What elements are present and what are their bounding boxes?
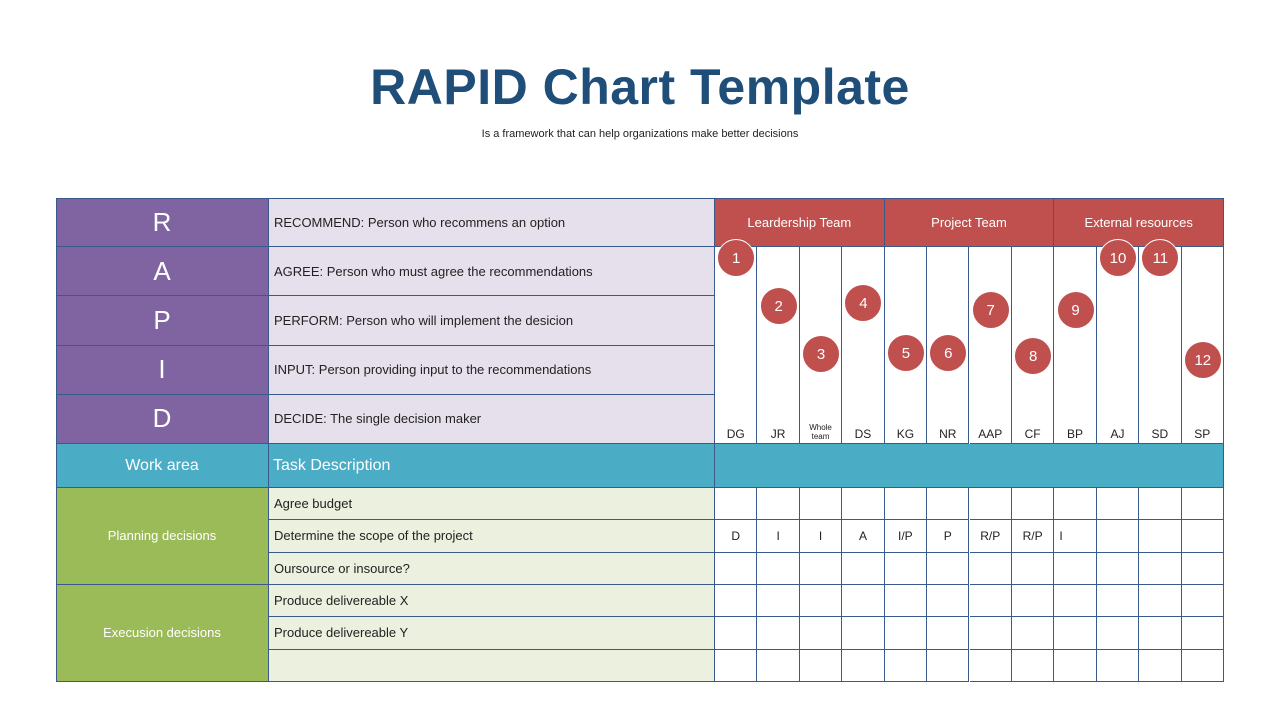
assignment-cell[interactable] — [842, 553, 884, 585]
assignment-cell[interactable]: R/P — [1012, 520, 1054, 552]
assignment-cell[interactable] — [800, 553, 842, 585]
assignment-cell[interactable] — [842, 488, 884, 520]
task-row-label: Oursource or insource? — [269, 553, 715, 585]
assignment-cell[interactable]: D — [715, 520, 757, 552]
person-number-badge: 11 — [1141, 239, 1179, 277]
assignment-cell[interactable] — [1097, 585, 1139, 617]
task-row-label: Produce delivereable Y — [269, 617, 715, 649]
assignment-cell[interactable] — [800, 650, 842, 682]
role-definition: INPUT: Person providing input to the recommendations — [269, 346, 715, 395]
task-description-header: Task Description — [269, 444, 715, 488]
assignment-cell[interactable] — [1012, 488, 1054, 520]
assignment-cell[interactable]: R/P — [970, 520, 1012, 552]
person-label: AJ — [1110, 426, 1125, 441]
assignment-cell[interactable]: I — [1054, 520, 1096, 552]
person-number-badge: 10 — [1099, 239, 1137, 277]
assignment-cell[interactable] — [927, 585, 969, 617]
assignment-cell[interactable] — [715, 488, 757, 520]
assignment-cell[interactable] — [1097, 650, 1139, 682]
person-number-badge: 3 — [802, 335, 840, 373]
role-definition: RECOMMEND: Person who recommens an option — [269, 198, 715, 247]
assignment-cell[interactable] — [800, 585, 842, 617]
assignment-cell[interactable]: I/P — [885, 520, 927, 552]
person-label: DS — [854, 426, 872, 441]
assignment-cell[interactable] — [757, 617, 799, 649]
work-area-group: Planning decisions — [56, 488, 269, 585]
page-title: RAPID Chart Template — [370, 59, 910, 115]
assignment-cell[interactable] — [715, 553, 757, 585]
person-number-badge: 1 — [717, 239, 755, 277]
rapid-letter-d: D — [56, 395, 269, 444]
task-row-label: Produce delivereable X — [269, 585, 715, 617]
assignment-cell[interactable] — [1182, 520, 1224, 552]
page-subtitle: Is a framework that can help organizations make better decisions — [481, 128, 799, 140]
person-label: KG — [896, 426, 915, 441]
assignment-cell[interactable] — [970, 553, 1012, 585]
assignment-cell[interactable] — [1182, 617, 1224, 649]
work-area-header: Work area — [56, 444, 269, 488]
assignment-cell[interactable] — [757, 553, 799, 585]
person-column — [970, 247, 1012, 444]
person-label: SP — [1194, 426, 1211, 441]
rapid-table — [56, 198, 1224, 682]
work-area-group: Execusion decisions — [56, 585, 269, 682]
person-label: SD — [1151, 426, 1169, 441]
person-column — [842, 247, 884, 444]
assignment-cell[interactable] — [885, 617, 927, 649]
assignment-cell[interactable] — [800, 488, 842, 520]
assignment-cell[interactable] — [1097, 520, 1139, 552]
header-bar — [715, 444, 1224, 488]
task-row-label: Agree budget — [269, 488, 715, 520]
role-definition: PERFORM: Person who will implement the desicion — [269, 296, 715, 345]
person-number-badge: 5 — [887, 334, 925, 372]
task-row-label — [269, 650, 715, 682]
person-number-badge: 2 — [760, 287, 798, 325]
person-label: AAP — [978, 426, 1003, 441]
person-number-badge: 7 — [972, 291, 1010, 329]
assignment-cell[interactable] — [842, 585, 884, 617]
team-header: Project Team — [885, 198, 1055, 247]
person-label: DG — [726, 426, 745, 441]
person-label: NR — [939, 426, 957, 441]
assignment-cell[interactable]: I — [800, 520, 842, 552]
assignment-cell[interactable]: A — [842, 520, 884, 552]
team-header: Leardership Team — [715, 198, 885, 247]
assignment-cell[interactable] — [885, 585, 927, 617]
assignment-cell[interactable] — [1139, 585, 1181, 617]
assignment-cell[interactable] — [1012, 553, 1054, 585]
assignment-cell[interactable] — [1139, 520, 1181, 552]
assignment-cell[interactable] — [970, 488, 1012, 520]
assignment-cell[interactable] — [1054, 488, 1096, 520]
assignment-cell[interactable] — [1139, 617, 1181, 649]
person-number-badge: 4 — [844, 284, 882, 322]
assignment-cell[interactable] — [715, 585, 757, 617]
assignment-cell[interactable]: P — [927, 520, 969, 552]
assignment-cell[interactable] — [1097, 553, 1139, 585]
assignment-cell[interactable] — [970, 585, 1012, 617]
assignment-cell[interactable] — [1012, 650, 1054, 682]
assignment-cell[interactable] — [1139, 553, 1181, 585]
person-label: Whole team — [809, 422, 832, 441]
person-label: BP — [1067, 426, 1084, 441]
assignment-cell[interactable] — [1054, 617, 1096, 649]
assignment-cell[interactable] — [1182, 585, 1224, 617]
assignment-cell[interactable] — [757, 650, 799, 682]
assignment-cell[interactable] — [1139, 650, 1181, 682]
assignment-cell[interactable] — [1012, 585, 1054, 617]
person-column — [1054, 247, 1096, 444]
person-number-badge: 8 — [1014, 337, 1052, 375]
assignment-cell[interactable] — [927, 553, 969, 585]
assignment-cell[interactable] — [1097, 617, 1139, 649]
assignment-cell[interactable] — [1054, 650, 1096, 682]
assignment-cell[interactable] — [927, 617, 969, 649]
rapid-letter-i: I — [56, 346, 269, 395]
assignment-cell[interactable] — [842, 617, 884, 649]
assignment-cell[interactable] — [927, 488, 969, 520]
person-column — [757, 247, 799, 444]
task-row-label: Determine the scope of the project — [269, 520, 715, 552]
assignment-cell[interactable] — [970, 650, 1012, 682]
assignment-cell[interactable] — [1182, 488, 1224, 520]
assignment-cell[interactable] — [1139, 488, 1181, 520]
assignment-cell[interactable] — [927, 650, 969, 682]
assignment-cell[interactable]: I — [757, 520, 799, 552]
assignment-cell[interactable] — [1054, 585, 1096, 617]
assignment-cell[interactable] — [885, 488, 927, 520]
assignment-cell[interactable] — [842, 650, 884, 682]
assignment-cell[interactable] — [1182, 650, 1224, 682]
rapid-letter-a: A — [56, 247, 269, 296]
assignment-cell[interactable] — [1012, 617, 1054, 649]
assignment-cell[interactable] — [800, 617, 842, 649]
assignment-cell[interactable] — [757, 585, 799, 617]
rapid-letter-p: P — [56, 296, 269, 345]
rapid-letter-r: R — [56, 198, 269, 247]
assignment-cell[interactable] — [757, 488, 799, 520]
role-definition: DECIDE: The single decision maker — [269, 395, 715, 444]
assignment-cell[interactable] — [715, 650, 757, 682]
assignment-cell[interactable] — [885, 553, 927, 585]
person-label: JR — [770, 426, 786, 441]
assignment-cell[interactable] — [885, 650, 927, 682]
person-label: CF — [1024, 426, 1041, 441]
person-number-badge: 9 — [1057, 291, 1095, 329]
role-definition: AGREE: Person who must agree the recommendations — [269, 247, 715, 296]
assignment-cell[interactable] — [715, 617, 757, 649]
person-number-badge: 12 — [1184, 341, 1222, 379]
person-number-badge: 6 — [929, 334, 967, 372]
assignment-cell[interactable] — [1097, 488, 1139, 520]
assignment-cell[interactable] — [1054, 553, 1096, 585]
assignment-cell[interactable] — [1182, 553, 1224, 585]
team-header: External resources — [1054, 198, 1224, 247]
assignment-cell[interactable] — [970, 617, 1012, 649]
